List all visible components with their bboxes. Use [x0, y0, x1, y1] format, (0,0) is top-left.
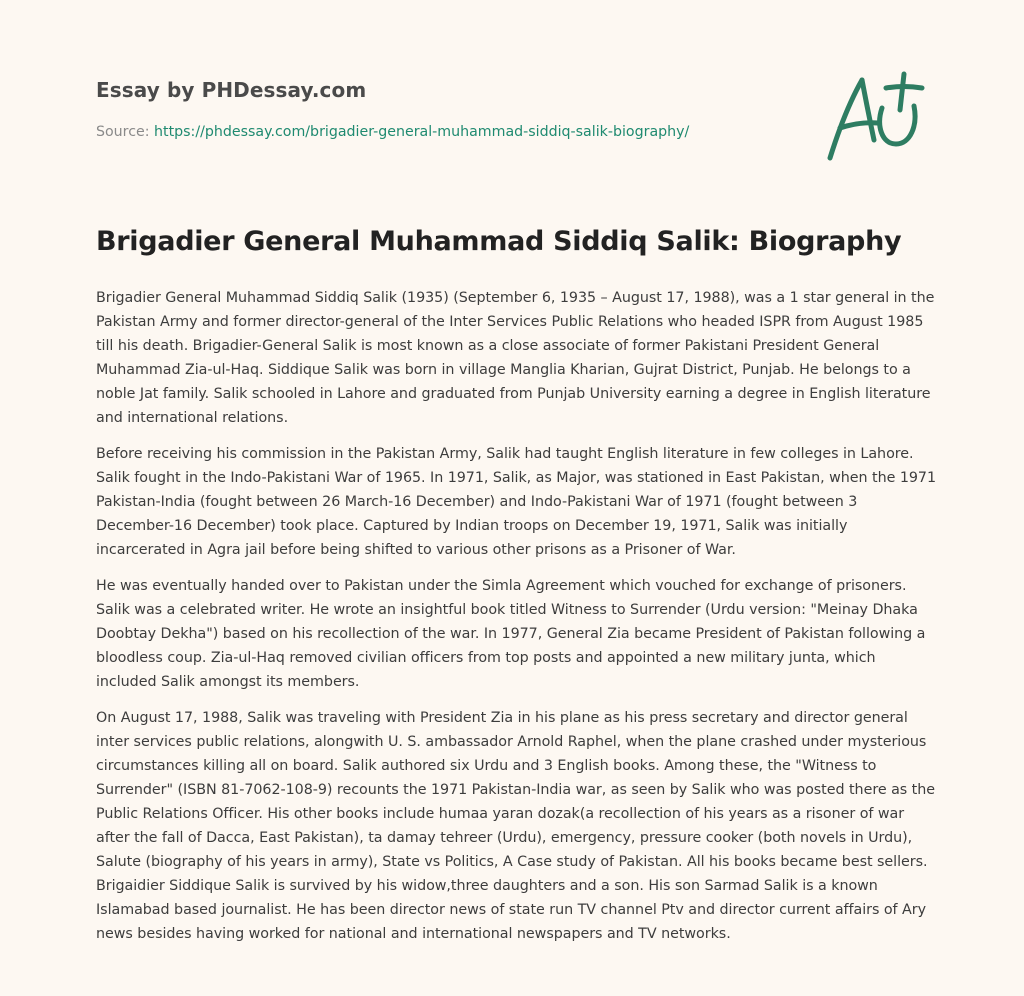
a-plus-logo-icon	[820, 66, 930, 166]
article-body	[96, 286, 936, 958]
paragraph-2: Before receiving his commission in the Pakistan Army, Salik had taught English literature in few colleges in Lahore. Salik fought in the Indo-Pakistani War of 1965. In 1971, Salik, as Major, was stationed in East Pakistan, when the 1971 Pakistan-India (fought between 26 March-16 December) and Indo-Pakistani War of 1971 (fought between 3 December-16 December) took place. Captured by Indian troops on December 19, 1971, Salik was initially incarcerated in Agra jail before being shifted to various other prisons as a Prisoner of War.	[96, 446, 937, 558]
paragraph-3: He was eventually handed over to Pakistan under the Simla Agreement which vouched for exchange of prisoners. Salik was a celebrated writer. He wrote an insightful book titled Witness to Surrender (Urdu version: "Meinay Dhaka Doobtay Dekha") based on his recollection of the war. In 1977, General Zia became President of Pakistan following a bloodless coup. Zia-ul-Haq removed civilian officers from top posts and appointed a new military junta, which included Salik amongst its members.	[96, 578, 926, 690]
source-link[interactable]: https://phdessay.com/brigadier-general-muhammad-siddiq-salik-biography/	[154, 124, 690, 140]
article-title: Brigadier General Muhammad Siddiq Salik: Biography	[96, 226, 902, 257]
site-title: Essay by PHDessay.com	[96, 78, 367, 102]
paragraph-4: On August 17, 1988, Salik was traveling with President Zia in his plane as his press secretary and director general inter services public relations, alongwith U. S. ambassador Arnold Raphel, when the plane crashed under mysterious circumstances killing all on board. Salik authored six Urdu and 3 English books. Among these, the "Witness to Surrender" (ISBN 81-7062-108-9) recounts the 1971 Pakistan-India war, as seen by Salik who was posted there as the Public Relations Officer. His other books include humaa yaran dozak(a recollection of his years as a risoner of war after the fall of Dacca, East Pakistan), ta damay tehreer (Urdu), emergency, pressure cooker (both novels in Urdu), Salute (biography of his years in army), State vs Politics, A Case study of Pakistan. All his books became best sellers. Brigaidier Siddique Salik is survived by his widow,three daughters and a son. His son Sarmad Salik is a known Islamabad based journalist. He has been director news of state run TV channel Ptv and director current affairs of Ary news besides having worked for national and international newspapers and TV networks.	[96, 710, 935, 942]
paragraph-1: Brigadier General Muhammad Siddiq Salik (1935) (September 6, 1935 – August 17, 1988), was a 1 star general in the Pakistan Army and former director-general of the Inter Services Public Relations who headed ISPR from August 1985 till his death. Brigadier-General Salik is most known as a close associate of former Pakistani President General Muhammad Zia-ul-Haq. Siddique Salik was born in village Manglia Kharian, Gujrat District, Punjab. He belongs to a noble Jat family. Salik schooled in Lahore and graduated from Punjab University earning a degree in English literature and international relations.	[96, 290, 935, 426]
source-line	[96, 124, 689, 140]
source-label: Source:	[96, 124, 155, 140]
